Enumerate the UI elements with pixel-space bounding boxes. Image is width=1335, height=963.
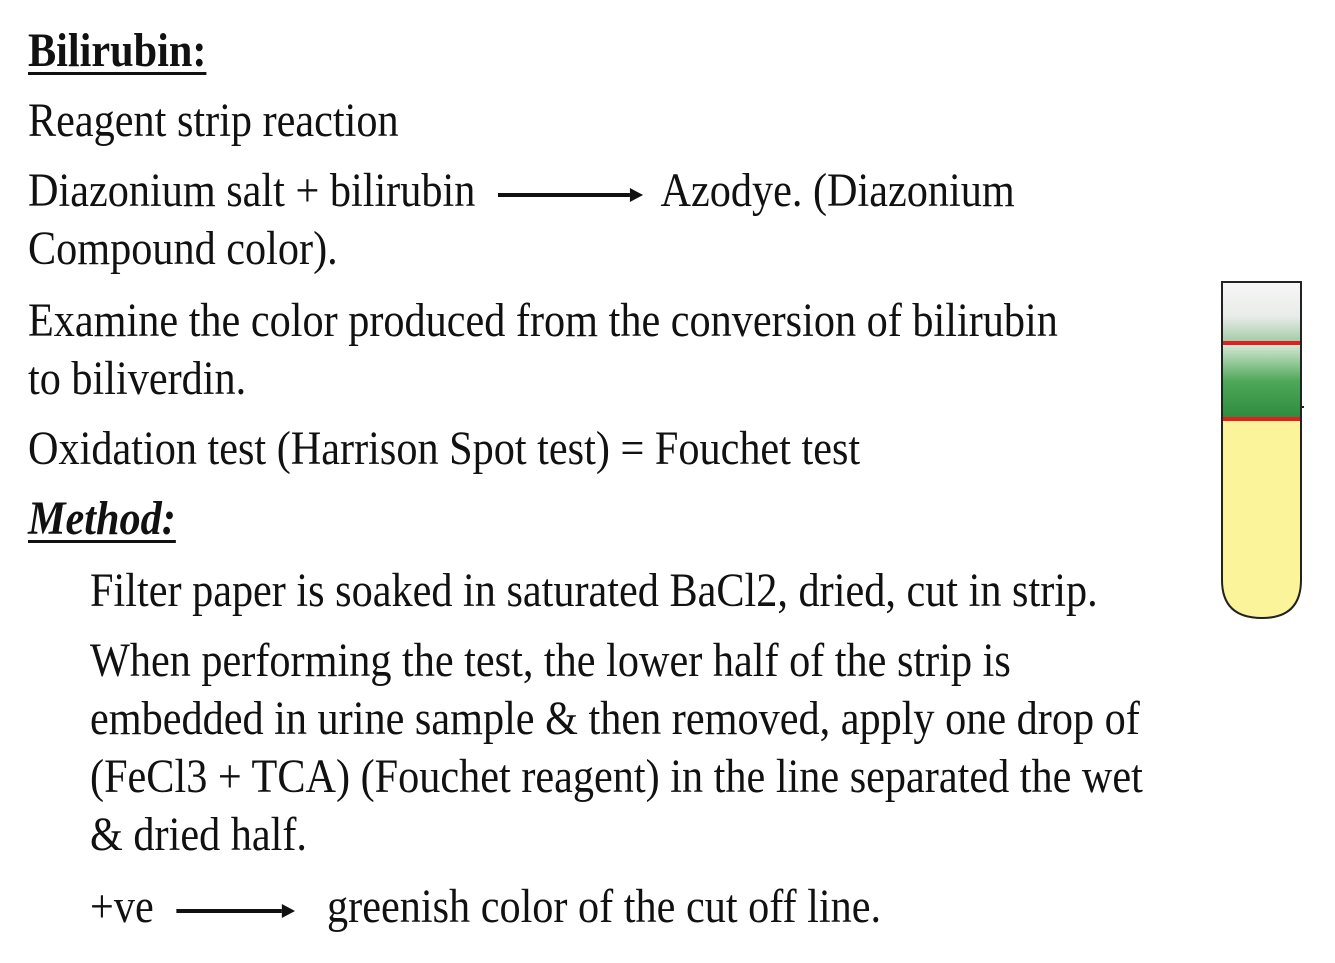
compound-color-text: Compound color). [28,222,338,275]
diazonium-reaction-line [28,162,1015,220]
positive-result-label: +ve [90,880,154,933]
method-step2-line2: embedded in urine sample & then removed, apply one drop of [90,692,1140,745]
reaction-arrow-icon [498,185,643,205]
examine-text-line1: Examine the color produced from the conversion of bilirubin [28,294,1058,347]
method-step2-line4: & dried half. [90,808,308,861]
reagent-strip-text: Reagent strip reaction [28,94,399,147]
examine-text-line2: to biliverdin. [28,352,247,405]
method-heading: Method: [28,492,176,545]
diazonium-reactants: Diazonium salt + bilirubin [28,164,476,217]
test-tube-illustration [1220,280,1306,630]
method-step1-text: Filter paper is soaked in saturated BaCl2, dried, cut in strip. [90,564,1098,617]
diazonium-products: Azodye. (Diazonium [660,164,1015,217]
oxidation-test-text: Oxidation test (Harrison Spot test) = Fouchet test [28,422,861,475]
positive-result-line [90,878,881,936]
method-step2-line3: (FeCl3 + TCA) (Fouchet reagent) in the line separated the wet [90,750,1143,803]
result-arrow-icon [177,901,296,921]
method-step2-line1: When performing the test, the lower half of the strip is [90,634,1011,687]
bilirubin-heading: Bilirubin: [28,24,207,77]
positive-result-text: greenish color of the cut off line. [327,880,882,933]
